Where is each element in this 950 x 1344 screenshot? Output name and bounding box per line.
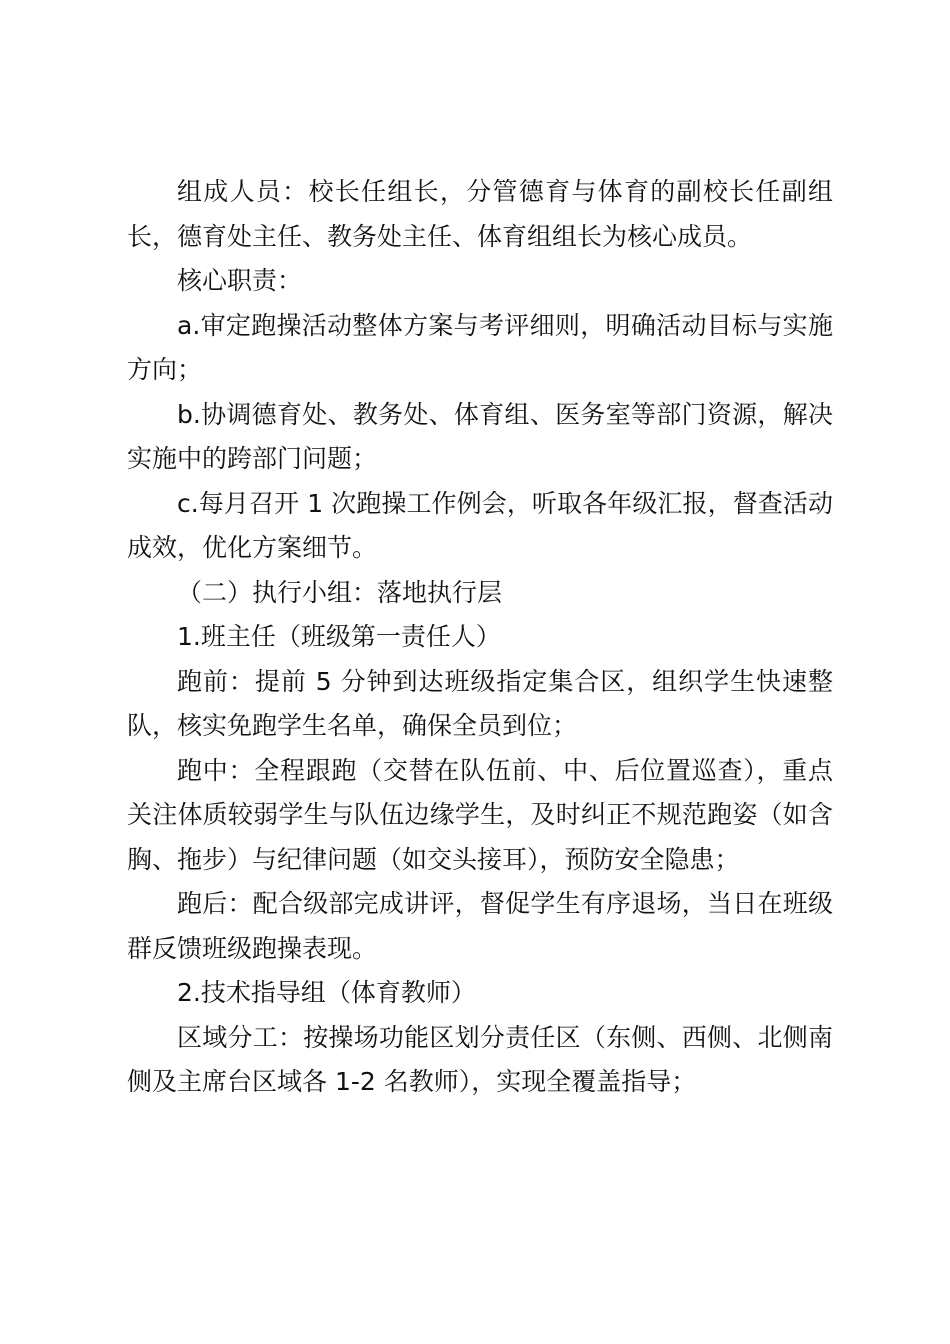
paragraph-after-run: 跑后：配合级部完成讲评，督促学生有序退场，当日在班级群反馈班级跑操表现。 <box>127 889 833 963</box>
paragraph-members: 组成人员：校长任组长，分管德育与体育的副校长任副组长，德育处主任、教务处主任、体育组组长为核心成员。 <box>127 177 833 251</box>
section-heading-execution-group: （二）执行小组：落地执行层 <box>177 577 503 607</box>
paragraph-duty-c: c.每月召开 1 次跑操工作例会，听取各年级汇报，督查活动成效，优化方案细节。 <box>127 488 833 562</box>
paragraph-duty-b: b.协调德育处、教务处、体育组、医务室等部门资源，解决实施中的跨部门问题； <box>127 399 833 473</box>
subheading-class-teacher: 1.班主任（班级第一责任人） <box>177 622 501 651</box>
paragraph-duty-a: a.审定跑操活动整体方案与考评细则，明确活动目标与实施方向； <box>127 310 833 384</box>
paragraph-area-division: 区域分工：按操场功能区划分责任区（东侧、西侧、北侧南侧及主席台区域各 1-2 名教师），实现全覆盖指导； <box>127 1022 833 1096</box>
document-body <box>127 170 833 1105</box>
paragraph-core-duties-heading: 核心职责： <box>177 266 303 295</box>
paragraph-before-run: 跑前：提前 5 分钟到达班级指定集合区，组织学生快速整队，核实免跑学生名单，确保全员到位； <box>127 666 833 740</box>
subheading-technical-guidance: 2.技术指导组（体育教师） <box>177 978 476 1007</box>
paragraph-during-run: 跑中：全程跟跑（交替在队伍前、中、后位置巡查），重点关注体质较弱学生与队伍边缘学生，及时纠正不规范跑姿（如含胸、拖步）与纪律问题（如交头接耳），预防安全隐患； <box>127 755 833 874</box>
